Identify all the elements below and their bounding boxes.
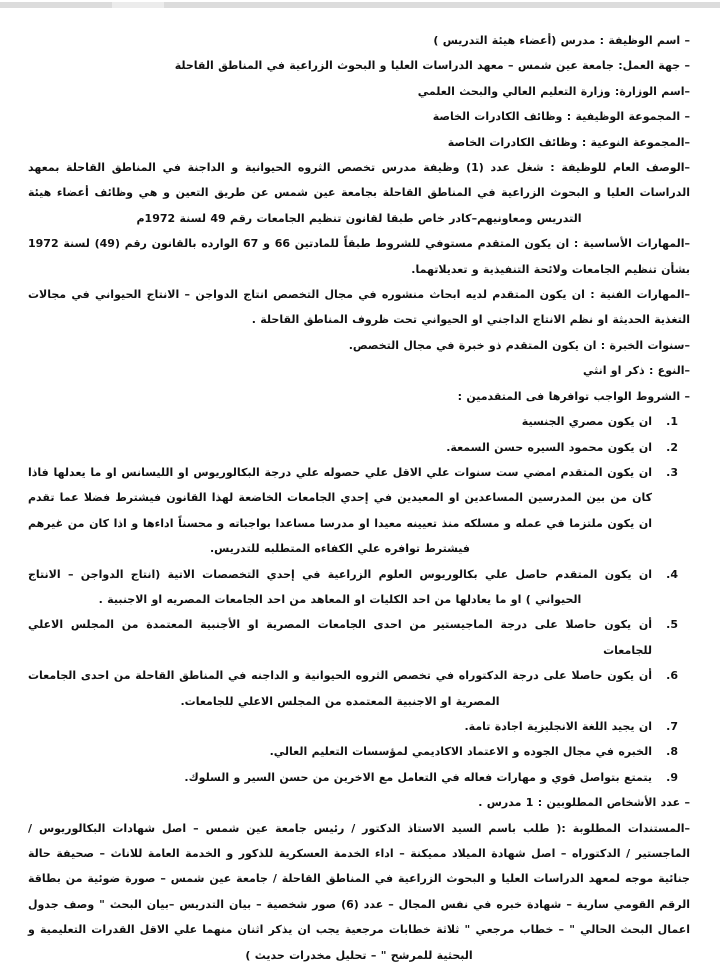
job-posting-document [28, 28, 690, 968]
condition-text: ان يكون مصري الجنسية [521, 415, 652, 429]
condition-item [28, 663, 690, 714]
field-technical-skills: –المهارات الفنية : ان يكون المتقدم لديه ابحاث منشوره في مجال التخصص انتاج الدواجن – الانتاج الحيواني في مجالات التغذية الحديثة او نظم الانتاج الداجني او الحيواني تحت ظروف المناطق القاحلة . [28, 288, 690, 327]
condition-item [28, 435, 690, 460]
condition-number: 3. [666, 465, 678, 479]
condition-text: ان يكون محمود السيره حسن السمعة. [446, 440, 652, 454]
condition-item [28, 714, 690, 739]
condition-number: 9. [666, 770, 678, 784]
condition-text: يتمتع بتواصل قوي و مهارات فعاله في التعامل مع الاخرين من حسن السير و السلوك. [184, 770, 652, 784]
condition-number: 2. [666, 440, 678, 454]
field-required-documents: –المستندات المطلوبة :( طلب باسم السيد الاستاذ الدكتور / رئيس جامعة عين شمس – اصل شهادات البكالوريوس / الماجستير / الدكتوراه – اصل شهادة الميلاد مميكنة – اداء الخدمة العسكرية للذكور و الخدمة العامة للاناث – صحيفة حالة جنائية موجه لمعهد الدراسات العليا و البحوث الزراعية في المناطق القاحلة / جامعة عين شمس – صورة ضوئية من بطاقة الرقم القومي سارية – شهادة خبره في نفس المجال – عدد (6) صور شخصية – بيان التدريس –بيان البحث " وصف جدول اعمال البحث الحالي " – خطاب مرجعي " ثلاثة خطابات مرجعية يجب ان يذكر اثنان منهما علي الاقل القدرات التعليمية و البحثية للمرشح " – تحليل مخدرات حديث ) [28, 821, 690, 962]
condition-text: ان يكون المتقدم حاصل علي بكالوريوس العلوم الزراعية في إحدي التخصصات الاتية (انتاج الدواجن – الانتاج الحيواني ) او ما يعادلها من احد الكليات او المعاهد من احد الجامعات المصريه او الاجنبية . [28, 567, 652, 606]
condition-item [28, 460, 690, 562]
conditions-list [28, 409, 690, 790]
condition-number: 5. [666, 618, 678, 632]
condition-number: 6. [666, 669, 678, 683]
condition-number: 7. [666, 719, 678, 733]
condition-text: ان يكون المتقدم امضي ست سنوات علي الاقل علي حصوله علي درجة البكالوريوس او الليسانس او ما يعدلها فاذا كان من بين المدرسين المساعدين او المعيدين في إحدي الجامعات الخاضعة لهذا القانون فيشترط فضلا عما تقدم ان يكون ملتزما في عمله و مسلكه منذ تعيينه معيدا او مدرسا مساعدا بواجباته و محسناً اداءها و اذا كان من غيرهم فيشترط توافره علي الكفاءه المتطلبه للتدريس. [28, 465, 652, 556]
condition-item [28, 765, 690, 790]
condition-number: 1. [666, 415, 678, 429]
field-job-group: – المجموعة الوظيفية : وظائف الكادرات الخاصة [432, 110, 690, 124]
condition-text: أن يكون حاصلا على درجة الماجيستير من احدى الجامعات المصرية او الأجنبية المعتمدة من المجلس الاعلي للجامعات [28, 618, 652, 657]
field-qualitative-group: –المجموعة النوعية : وظائف الكادرات الخاصة [447, 135, 690, 149]
field-general-description: –الوصف العام للوظيفة : شغل عدد (1) وظيفة مدرس تخصص الثروه الحيوانية و الداجنة في المناطق القاحلة بمعهد الدراسات العليا و البحوث الزراعية في المناطق القاحلة بجامعة عين شمس عن طريق التعين و هي وظائف أعضاء هيئة التدريس ومعاونيهم–كادر خاص طبقا لقانون تنظيم الجامعات رقم 49 لسنة 1972م [28, 161, 690, 225]
condition-item [28, 739, 690, 764]
field-ministry: –اسم الوزارة: وزارة التعليم العالي والبحث العلمي [417, 84, 690, 98]
condition-item [28, 562, 690, 613]
field-job-title: – اسم الوظيفة : مدرس (أعضاء هيئة التدريس ) [433, 34, 690, 47]
page-top-edge-notch [112, 2, 164, 8]
field-gender: –النوع : ذكر او انثي [582, 364, 690, 378]
field-experience-years: –سنوات الخبرة : ان يكون المتقدم ذو خبرة في مجال التخصص. [348, 338, 690, 352]
field-required-count: – عدد الأشخاص المطلوبين : 1 مدرس . [478, 796, 690, 810]
condition-item [28, 612, 690, 663]
conditions-heading: – الشروط الواجب توافرها فى المتقدمين : [457, 389, 690, 403]
condition-item [28, 409, 690, 434]
page-top-edge [0, 2, 720, 8]
field-employer: – جهة العمل: جامعة عين شمس – معهد الدراسات العليا و البحوث الزراعية في المناطق القاحلة [174, 59, 690, 73]
condition-number: 4. [666, 567, 678, 581]
condition-number: 8. [666, 745, 678, 759]
condition-text: الخبره في مجال الجوده و الاعتماد الاكاديمي لمؤسسات التعليم العالي. [269, 745, 652, 759]
condition-text: أن يكون حاصلا على درجة الدكتوراه في تخصص الثروه الحيوانية و الداجنه في المناطق القاحلة من احدى الجامعات المصرية او الاجنبية المعتمده من المجلس الاعلي للجامعات. [28, 669, 652, 708]
condition-text: ان يجيد اللغة الانجليزية اجادة تامة. [464, 719, 652, 733]
field-basic-skills: –المهارات الأساسية : ان يكون المتقدم مستوفي للشروط طبقاً للمادتين 66 و 67 الوارده بالقانون رقم (49) لسنة 1972 بشأن تنظيم الجامعات ولائحة التنفيذية و تعديلاتهما. [28, 237, 690, 276]
